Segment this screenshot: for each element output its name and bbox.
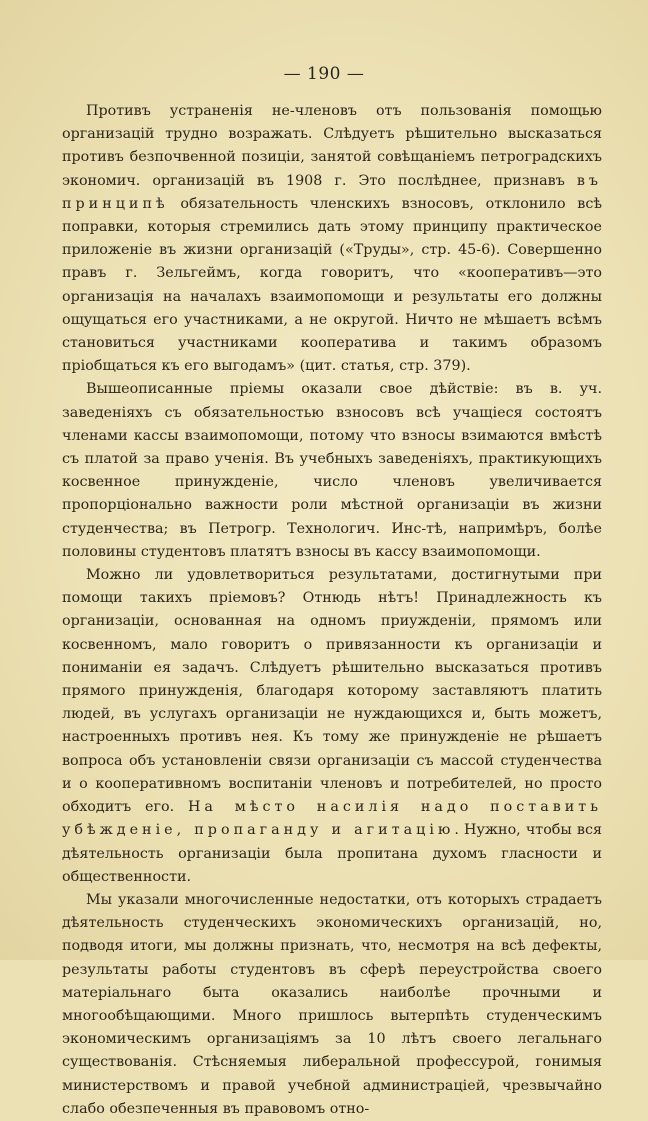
spaced-emphasis: въ принципѣ bbox=[62, 172, 602, 212]
paragraph-text: Мы указали многочисленные недостатки, отъ которыхъ страдаетъ дѣятельность студенческихъ экономическихъ организацій, но, подводя итоги, мы должны признать, что, несмотря на всѣ дефекты, результаты работы студентовъ въ сферѣ переустройства своего матеріальнаго быта оказались наиболѣе прочными и многообѣщающими. Много пришлось вытерпѣть студенческимъ экономическимъ организаціямъ за 10 лѣтъ своего легальнаго существованія. Стѣсняемыя либеральной профессурой, гонимыя министерствомъ и правой учебной администраціей, чрезвычайно слабо обезпеченныя въ правовомъ отно- bbox=[62, 891, 602, 1117]
body-text bbox=[62, 100, 602, 1121]
paragraph bbox=[62, 889, 602, 1121]
spaced-emphasis: На мѣсто насилія надо поставить убѣжденіе, пропаганду и агитацію bbox=[62, 799, 602, 839]
paragraph-text: Противъ устраненія не-членовъ отъ пользованія помощью организацій трудно возражать. Слѣдуетъ рѣшительно высказаться противъ безпочвенной позиціи, занятой совѣщаніемъ петроградскихъ экономич. организацій въ 1908 г. Это послѣднее, признавъ bbox=[62, 103, 602, 189]
paragraph-text: обязательность членскихъ взносовъ, отклонило всѣ поправки, которыя стремились дать этому принципу практическое приложеніе въ жизни организацій («Труды», стр. 45-6). Совершенно правъ г. Зельгеймъ, когда говоритъ, что «кооперативъ—это организація на началахъ взаимопомощи и результаты его должны ощущаться его участниками, а не округой. Ничто не мѣшаетъ всѣмъ становиться участниками кооператива и такимъ образомъ пріобщаться къ его выгодамъ» (цит. статья, стр. 379). bbox=[62, 195, 602, 375]
paragraph bbox=[62, 100, 602, 378]
page-number: — 190 — bbox=[283, 64, 365, 84]
paragraph-text: Вышеописанные пріемы оказали свое дѣйствіе: въ в. уч. заведеніяхъ съ обязательностью взносовъ всѣ учащіеся состоятъ членами кассы взаимопомощи, потому что взносы взимаются вмѣстѣ съ платой за право ученія. Въ учебныхъ заведеніяхъ, практикующихъ косвенное принужденіе, число членовъ увеличивается пропорціонально важности роли мѣстной организаціи въ жизни студенчества; въ Петрогр. Технологич. Инс-тѣ, напримѣръ, болѣе половины студентовъ платятъ взносы въ кассу взаимопомощи. bbox=[62, 381, 602, 560]
paragraph-text: Можно ли удовлетвориться результатами, достигнутыми при помощи такихъ пріемовъ? Отнюдь нѣтъ! Принадлежность къ организаціи, основанная на одномъ приужденіи, прямомъ или косвенномъ, мало говоритъ о привязанности къ организаціи и пониманіи ея задачъ. Слѣдуетъ рѣшительно высказаться противъ прямого принужденія, благодаря которому заставляютъ платить людей, въ услугахъ организаціи не нуждающихся и, быть можетъ, настроенныхъ противъ нея. Къ тому же принужденіе не рѣшаетъ вопроса объ установленіи связи организаціи съ массой студенчества и о кооперативномъ воспитаніи членовъ и потребителей, но просто обходитъ его. bbox=[62, 567, 602, 816]
paragraph bbox=[62, 564, 602, 889]
paragraph-text: . Нужно, чтобы вся дѣятельность организаціи была пропитана духомъ гласности и общественности. bbox=[62, 822, 602, 885]
paragraph bbox=[62, 378, 602, 564]
